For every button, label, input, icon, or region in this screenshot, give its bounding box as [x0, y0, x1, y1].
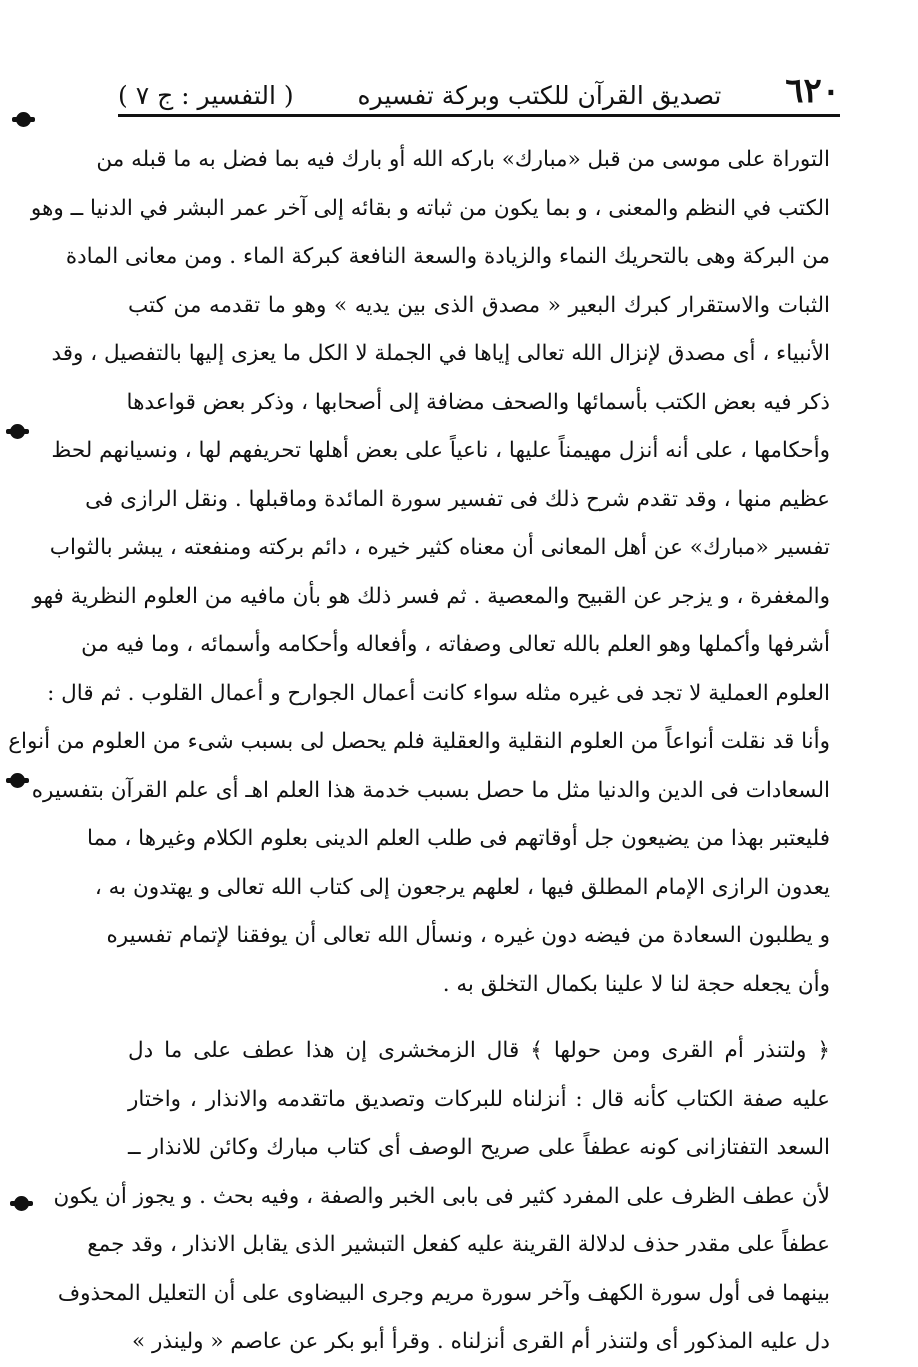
binding-hole-mark	[14, 1196, 29, 1211]
text-line: لأن عطف الظرف على المفرد كثير فى بابى الخبر والصفة ، وفيه بحث . و يجوز أن يكون	[53, 1183, 830, 1209]
text-line: العلوم العملية لا تجد فى غيره مثله سواء كانت أعمال الجوارح و أعمال القلوب . ثم قال :	[47, 680, 830, 706]
text-line: عطفاً على مقدر حذف لدلالة القرينة عليه كفعل التبشير الذى يقابل الانذار ، وقد جمع	[87, 1232, 830, 1257]
text-line: يعدون الرازى الإمام المطلق فيها ، لعلهم يرجعون إلى كتاب الله تعالى و يهتدون به ،	[94, 874, 830, 900]
page-number: ٦٢٠	[785, 71, 840, 111]
text-line: من البركة وهى بالتحريك النماء والزيادة والسعة النافعة كبركة الماء . ومن معانى المادة	[65, 244, 830, 269]
text-line: وأن يجعله حجة لنا لا علينا بكمال التخلق به .	[442, 971, 830, 997]
section-reference: ( التفسير : ج ٧ )	[118, 81, 294, 110]
binding-hole-mark	[16, 112, 31, 127]
text-line: الكتب في النظم والمعنى ، و بما يكون من ثباته و بقائه إلى آخر عمر البشر في الدنيا ــ وهو	[30, 195, 830, 221]
text-line: تفسير «مبارك» عن أهل المعانى أن معناه كثير خيره ، دائم بركته ومنفعته ، يبشر بالثواب	[49, 535, 830, 560]
text-line: عليه صفة الكتاب كأنه قال : أنزلناه للبركات وتصديق ماتقدمه والانذار ، واختار	[128, 1086, 830, 1112]
text-line: الثبات والاستقرار كبرك البعير « مصدق الذى بين يديه » وهو ما تقدمه من كتب	[128, 292, 830, 318]
paragraph-1	[8, 136, 830, 1009]
text-line: السعد التفتازانى كونه عطفاً على صريح الوصف أى كتاب مبارك وكائن للانذار ــ	[128, 1135, 830, 1160]
text-line: ﴿ ولتنذر أم القرى ومن حولها ﴾ قال الزمخشرى إن هذا عطف على ما دل	[128, 1038, 830, 1063]
text-line: التوراة على موسى من قبل «مبارك» باركه الله أو بارك فيه بما فضل به ما قبله من	[96, 147, 830, 172]
text-line: الأنبياء ، أى مصدق لإنزال الله تعالى إياها في الجملة لا الكل ما يعزى إليها بالتفصيل ، وقد	[51, 341, 830, 366]
paragraph-gap	[128, 1009, 830, 1027]
header-rule	[118, 114, 840, 117]
paragraph-2	[53, 1027, 830, 1367]
text-line: وأنا قد نقلت أنواعاً من العلوم النقلية والعقلية فلم يحصل لى بسبب شىء من العلوم من أنواع	[8, 729, 830, 754]
text-line: ذكر فيه بعض الكتب بأسمائها والصحف مضافة إلى أصحابها ، وذكر بعض قواعدها	[126, 389, 830, 415]
text-line: السعادات فى الدين والدنيا مثل ما حصل بسبب خدمة هذا العلم اهـ أى علم القرآن بتفسيره	[31, 777, 830, 803]
text-line: دل عليه المذكور أى ولتنذر أم القرى أنزلناه . وقرأ أبو بكر عن عاصم « ولينذر »	[131, 1329, 830, 1354]
page-body	[8, 136, 830, 1367]
binding-hole-mark	[10, 773, 25, 788]
binding-hole-mark	[10, 424, 25, 439]
text-line: فليعتبر بهذا من يضيعون جل أوقاتهم فى طلب العلم الدينى بعلوم الكلام وغيرها ، مما	[87, 826, 830, 851]
text-line: و يطلبون السعادة من فيضه دون غيره ، ونسأل الله تعالى أن يوفقنا لإتمام تفسيره	[106, 923, 830, 948]
text-line: والمغفرة ، و يزجر عن القبيح والمعصية . ثم فسر ذلك هو بأن مافيه من العلوم النظرية فهو	[32, 583, 830, 609]
running-title: تصديق القرآن للكتب وبركة تفسيره	[357, 81, 722, 110]
text-line: بينهما فى أول سورة الكهف وآخر سورة مريم وجرى البيضاوى على أن التعليل المحذوف	[57, 1280, 830, 1306]
text-line: عظيم منها ، وقد تقدم شرح ذلك فى تفسير سورة المائدة وماقبلها . ونقل الرازى فى	[85, 486, 830, 512]
text-line: وأحكامها ، على أنه أنزل مهيمناً عليها ، ناعياً على بعض أهلها تحريفهم لها ، ونسيانهم لحظ	[51, 438, 830, 463]
text-line: أشرفها وأكملها وهو العلم بالله تعالى وصفاته ، وأفعاله وأحكامه وأسمائه ، وما فيه من	[81, 632, 830, 657]
page-header	[118, 58, 840, 111]
